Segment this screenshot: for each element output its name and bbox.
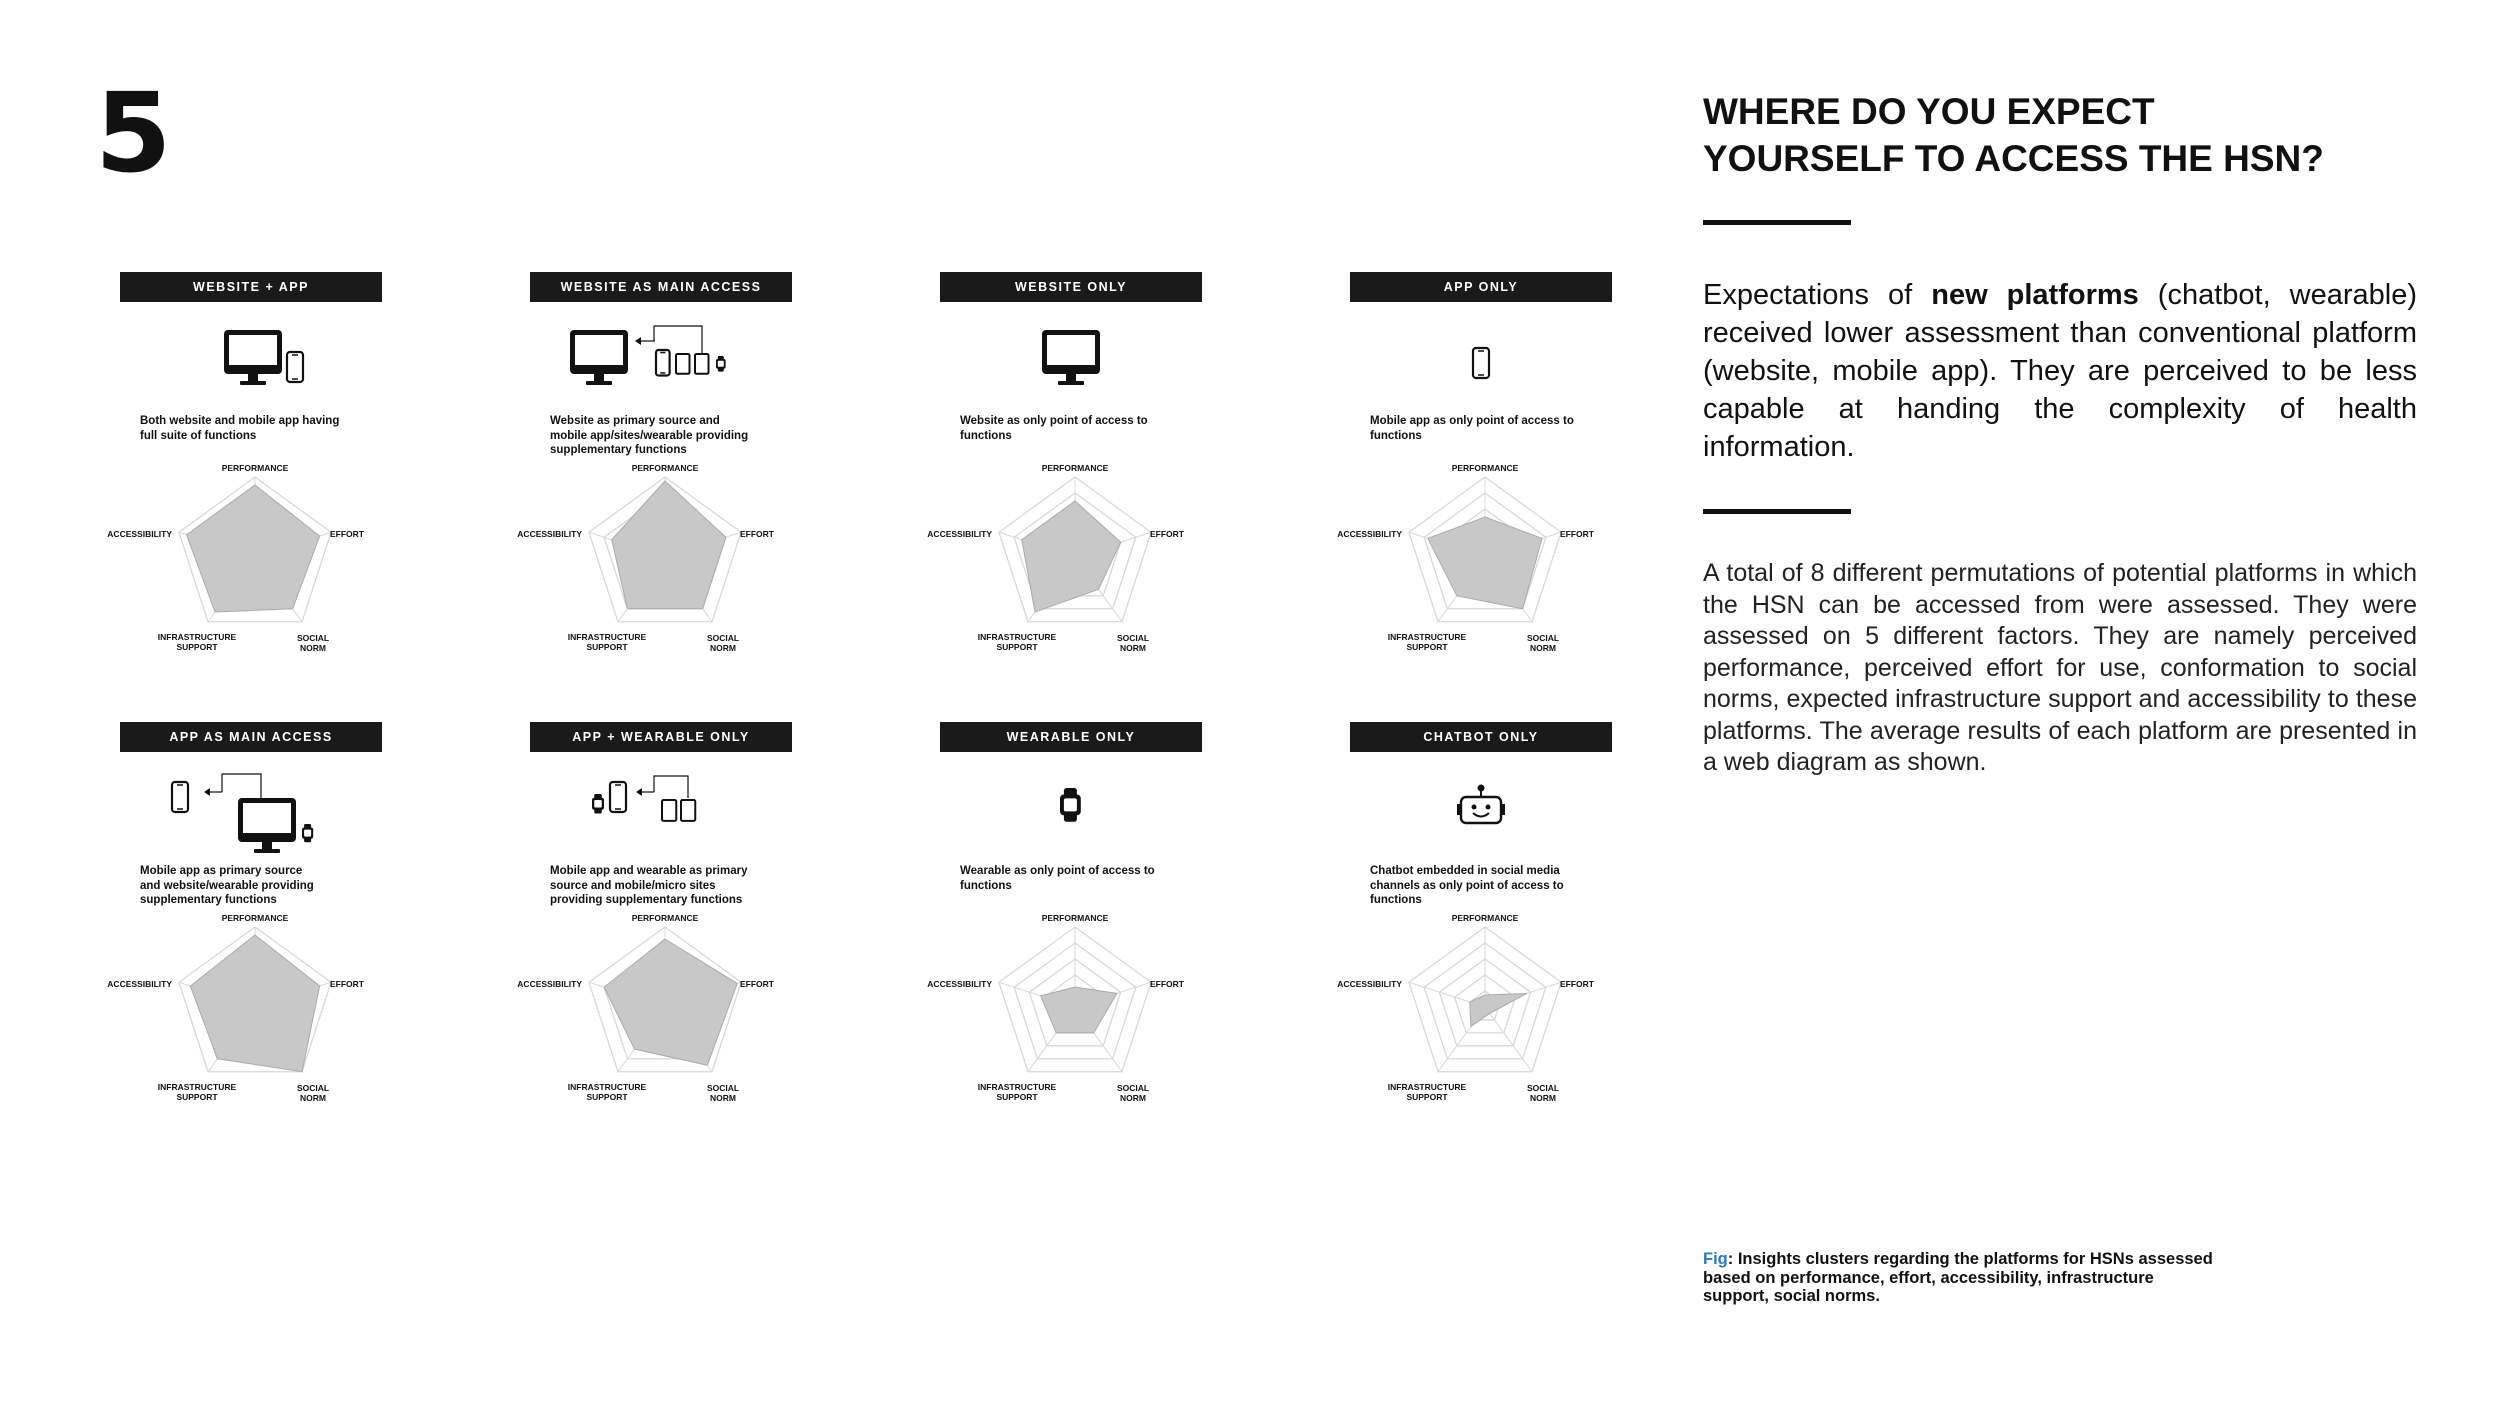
- axis-label-performance: PERFORMANCE: [1041, 913, 1109, 923]
- monitor-shape: [570, 330, 628, 385]
- axis-label-accessibility: ACCESSIBILITY: [1337, 979, 1402, 989]
- panel-title: WEBSITE AS MAIN ACCESS: [530, 272, 792, 302]
- question-line-1: WHERE DO YOU EXPECT: [1703, 91, 2155, 132]
- phone-shape: [1473, 348, 1489, 378]
- platform-panel: [1325, 272, 1735, 712]
- axis-label-infrastructure-support: SUPPORT: [586, 642, 628, 652]
- tablet-shape: [662, 800, 676, 821]
- axis-label-effort: EFFORT: [1560, 979, 1594, 989]
- axis-label-social: SOCIAL: [296, 633, 330, 643]
- arrow-head: [635, 337, 641, 345]
- panel-description-line: Mobile app as primary source: [140, 865, 303, 877]
- panel-description-line: functions: [1370, 429, 1422, 442]
- panel-description: [550, 414, 780, 458]
- panel-description-line: Website as primary source and: [550, 415, 720, 427]
- radar-data-area: [1041, 987, 1117, 1033]
- axis-label-social: SOCIAL: [706, 633, 740, 643]
- axis-label-infrastructure-support: SUPPORT: [176, 642, 218, 652]
- watch-shape: [1060, 788, 1081, 822]
- radar-data-area: [612, 481, 726, 609]
- axis-label-infrastructure-support: SUPPORT: [586, 1092, 628, 1102]
- axis-label-effort: EFFORT: [330, 979, 364, 989]
- panel-title: APP + WEARABLE ONLY: [530, 722, 792, 752]
- panel-description-line: full suite of functions: [140, 429, 257, 442]
- axis-label-social-norm: NORM: [300, 643, 326, 653]
- panel-description: [140, 864, 370, 908]
- panel-description: [1370, 864, 1600, 908]
- panel-title: APP AS MAIN ACCESS: [120, 722, 382, 752]
- lead-text-2: (chatbot, wearable) received lower assessment than conventional platform (website, mobile app). They are perceived to be less capable at handing the complexity of health information.: [1703, 279, 2417, 463]
- panel-title: WEARABLE ONLY: [940, 722, 1202, 752]
- radar-chart: [505, 912, 825, 1132]
- robot-icon: [1350, 758, 1612, 858]
- panel-description: [1370, 414, 1600, 443]
- axis-label-social-norm: NORM: [1530, 1093, 1556, 1103]
- tablet-shape: [676, 354, 690, 374]
- axis-label-effort: EFFORT: [740, 529, 774, 539]
- radar-chart: [505, 462, 825, 682]
- axis-label-accessibility: ACCESSIBILITY: [1337, 529, 1402, 539]
- axis-label-infrastructure-support: SUPPORT: [1406, 642, 1448, 652]
- radar-chart: [915, 462, 1235, 682]
- caption-text: : Insights clusters regarding the platforms for HSNs assessed based on performance, effort, accessibility, infrastructure support, social norms.: [1703, 1250, 2213, 1305]
- axis-label-performance: PERFORMANCE: [221, 913, 289, 923]
- panel-description-line: supplementary functions: [140, 894, 277, 906]
- panel-description-line: Mobile app as only point of access to: [1370, 415, 1574, 427]
- axis-label-infrastructure-support: SUPPORT: [996, 642, 1038, 652]
- radar-chart: [1325, 462, 1645, 682]
- axis-label-performance: PERFORMANCE: [1451, 913, 1519, 923]
- platform-panel: [95, 272, 505, 712]
- axis-label-infrastructure: INFRASTRUCTURE: [977, 632, 1057, 642]
- phone-shape: [287, 352, 303, 382]
- axis-label-social: SOCIAL: [1526, 633, 1560, 643]
- phone-shape: [610, 782, 626, 812]
- panel-description-line: Chatbot embedded in social media: [1370, 865, 1560, 877]
- panel-description-line: channels as only point of access to: [1370, 879, 1564, 892]
- phone-and-watch-icon: [530, 758, 792, 858]
- watch-shape: [302, 824, 313, 842]
- phone-shape: [172, 782, 188, 812]
- monitor-shape: [224, 330, 282, 385]
- axis-label-effort: EFFORT: [1150, 979, 1184, 989]
- platform-panel: [505, 722, 915, 1162]
- platform-panel: [915, 272, 1325, 712]
- axis-label-performance: PERFORMANCE: [1451, 463, 1519, 473]
- monitor-shape: [1042, 330, 1100, 385]
- axis-label-infrastructure-support: SUPPORT: [1406, 1092, 1448, 1102]
- platform-panel: [95, 722, 505, 1162]
- axis-label-infrastructure: INFRASTRUCTURE: [567, 632, 647, 642]
- axis-label-performance: PERFORMANCE: [1041, 463, 1109, 473]
- arrow-head: [204, 788, 210, 796]
- panel-description: [140, 414, 370, 443]
- panel-description-line: providing supplementary functions: [550, 894, 743, 906]
- monitor-main-with-devices-icon: [530, 308, 792, 408]
- panel-description-line: supplementary functions: [550, 444, 687, 456]
- radar-data-area: [1428, 517, 1542, 609]
- page-number: 5: [95, 69, 170, 197]
- axis-label-social: SOCIAL: [1116, 1083, 1150, 1093]
- panel-description: [550, 864, 780, 908]
- panel-title: CHATBOT ONLY: [1350, 722, 1612, 752]
- axis-label-infrastructure: INFRASTRUCTURE: [157, 1082, 237, 1092]
- tablet-shape: [681, 800, 695, 821]
- monitor-and-phone-icon: [120, 308, 382, 408]
- panel-title: WEBSITE + APP: [120, 272, 382, 302]
- panel-description-line: and website/wearable providing: [140, 879, 314, 892]
- platform-panel: [505, 272, 915, 712]
- platform-panel: [915, 722, 1325, 1162]
- axis-label-effort: EFFORT: [1150, 529, 1184, 539]
- watch-icon: [940, 758, 1202, 858]
- panel-title: APP ONLY: [1350, 272, 1612, 302]
- radar-data-area: [190, 935, 319, 1072]
- panel-description-line: functions: [960, 429, 1012, 442]
- panel-description-line: Website as only point of access to: [960, 415, 1148, 427]
- axis-label-infrastructure-support: SUPPORT: [176, 1092, 218, 1102]
- axis-label-social-norm: NORM: [710, 1093, 736, 1103]
- axis-label-social-norm: NORM: [1120, 643, 1146, 653]
- axis-label-social: SOCIAL: [1116, 633, 1150, 643]
- panel-title: WEBSITE ONLY: [940, 272, 1202, 302]
- axis-label-effort: EFFORT: [740, 979, 774, 989]
- robot-shape: [1457, 785, 1505, 824]
- lead-bold: new platforms: [1931, 279, 2139, 311]
- panel-description-line: mobile app/sites/wearable providing: [550, 429, 749, 442]
- panel-description: [960, 864, 1190, 893]
- watch-shape: [592, 794, 604, 814]
- axis-label-social: SOCIAL: [1526, 1083, 1560, 1093]
- axis-label-social-norm: NORM: [1120, 1093, 1146, 1103]
- axis-label-accessibility: ACCESSIBILITY: [107, 529, 172, 539]
- axis-label-infrastructure: INFRASTRUCTURE: [567, 1082, 647, 1092]
- axis-label-social: SOCIAL: [296, 1083, 330, 1093]
- radar-chart: [95, 462, 415, 682]
- axis-label-accessibility: ACCESSIBILITY: [517, 529, 582, 539]
- axis-label-infrastructure: INFRASTRUCTURE: [1387, 632, 1467, 642]
- axis-label-infrastructure-support: SUPPORT: [996, 1092, 1038, 1102]
- question-line-2: YOURSELF TO ACCESS THE HSN?: [1703, 138, 2324, 179]
- question-heading: [1703, 88, 2423, 182]
- panel-description: [960, 414, 1190, 443]
- platform-panel: [1325, 722, 1735, 1162]
- divider: [1703, 220, 1851, 225]
- axis-label-social-norm: NORM: [1530, 643, 1556, 653]
- lead-paragraph: [1703, 276, 2417, 466]
- phone-icon: [1350, 308, 1612, 408]
- watch-shape: [716, 356, 726, 372]
- radar-chart: [915, 912, 1235, 1132]
- axis-label-performance: PERFORMANCE: [631, 463, 699, 473]
- phone-main-with-devices-icon: [120, 758, 382, 858]
- panel-description-line: functions: [1370, 894, 1422, 906]
- axis-label-infrastructure: INFRASTRUCTURE: [157, 632, 237, 642]
- axis-label-social-norm: NORM: [300, 1093, 326, 1103]
- radar-data-area: [604, 939, 737, 1065]
- axis-label-accessibility: ACCESSIBILITY: [927, 979, 992, 989]
- lead-text-1: Expectations of: [1703, 279, 1932, 311]
- axis-label-social: SOCIAL: [706, 1083, 740, 1093]
- axis-label-accessibility: ACCESSIBILITY: [927, 529, 992, 539]
- axis-label-infrastructure: INFRASTRUCTURE: [1387, 1082, 1467, 1092]
- axis-label-performance: PERFORMANCE: [221, 463, 289, 473]
- body-paragraph: A total of 8 different permutations of potential platforms in which the HSN can be accessed from were assessed. They were assessed on 5 different factors. They are namely perceived performance, perceived effort for use, conformation to social norms, expected infrastructure support and accessibility to these platforms. The average results of each platform are presented in a web diagram as shown.: [1703, 559, 2417, 776]
- monitor-icon: [940, 308, 1202, 408]
- panel-description-line: functions: [960, 879, 1012, 892]
- panel-description-line: source and mobile/micro sites: [550, 879, 716, 892]
- arrow-head: [636, 788, 642, 796]
- radar-data-area: [187, 485, 320, 612]
- figure-label: Fig: [1703, 1250, 1728, 1268]
- radar-data-area: [1022, 501, 1121, 612]
- axis-label-effort: EFFORT: [1560, 529, 1594, 539]
- phone-shape: [656, 350, 670, 376]
- radar-chart: [1325, 912, 1645, 1132]
- axis-label-performance: PERFORMANCE: [631, 913, 699, 923]
- panel-description-line: Wearable as only point of access to: [960, 865, 1155, 877]
- panel-description-line: Mobile app and wearable as primary: [550, 865, 748, 877]
- radar-chart: [95, 912, 415, 1132]
- tablet-shape: [695, 354, 709, 374]
- axis-label-effort: EFFORT: [330, 529, 364, 539]
- axis-label-accessibility: ACCESSIBILITY: [107, 979, 172, 989]
- axis-label-accessibility: ACCESSIBILITY: [517, 979, 582, 989]
- axis-label-infrastructure: INFRASTRUCTURE: [977, 1082, 1057, 1092]
- panel-description-line: Both website and mobile app having: [140, 415, 340, 427]
- monitor-shape: [238, 798, 296, 853]
- axis-label-social-norm: NORM: [710, 643, 736, 653]
- figure-caption: [1703, 1250, 2223, 1306]
